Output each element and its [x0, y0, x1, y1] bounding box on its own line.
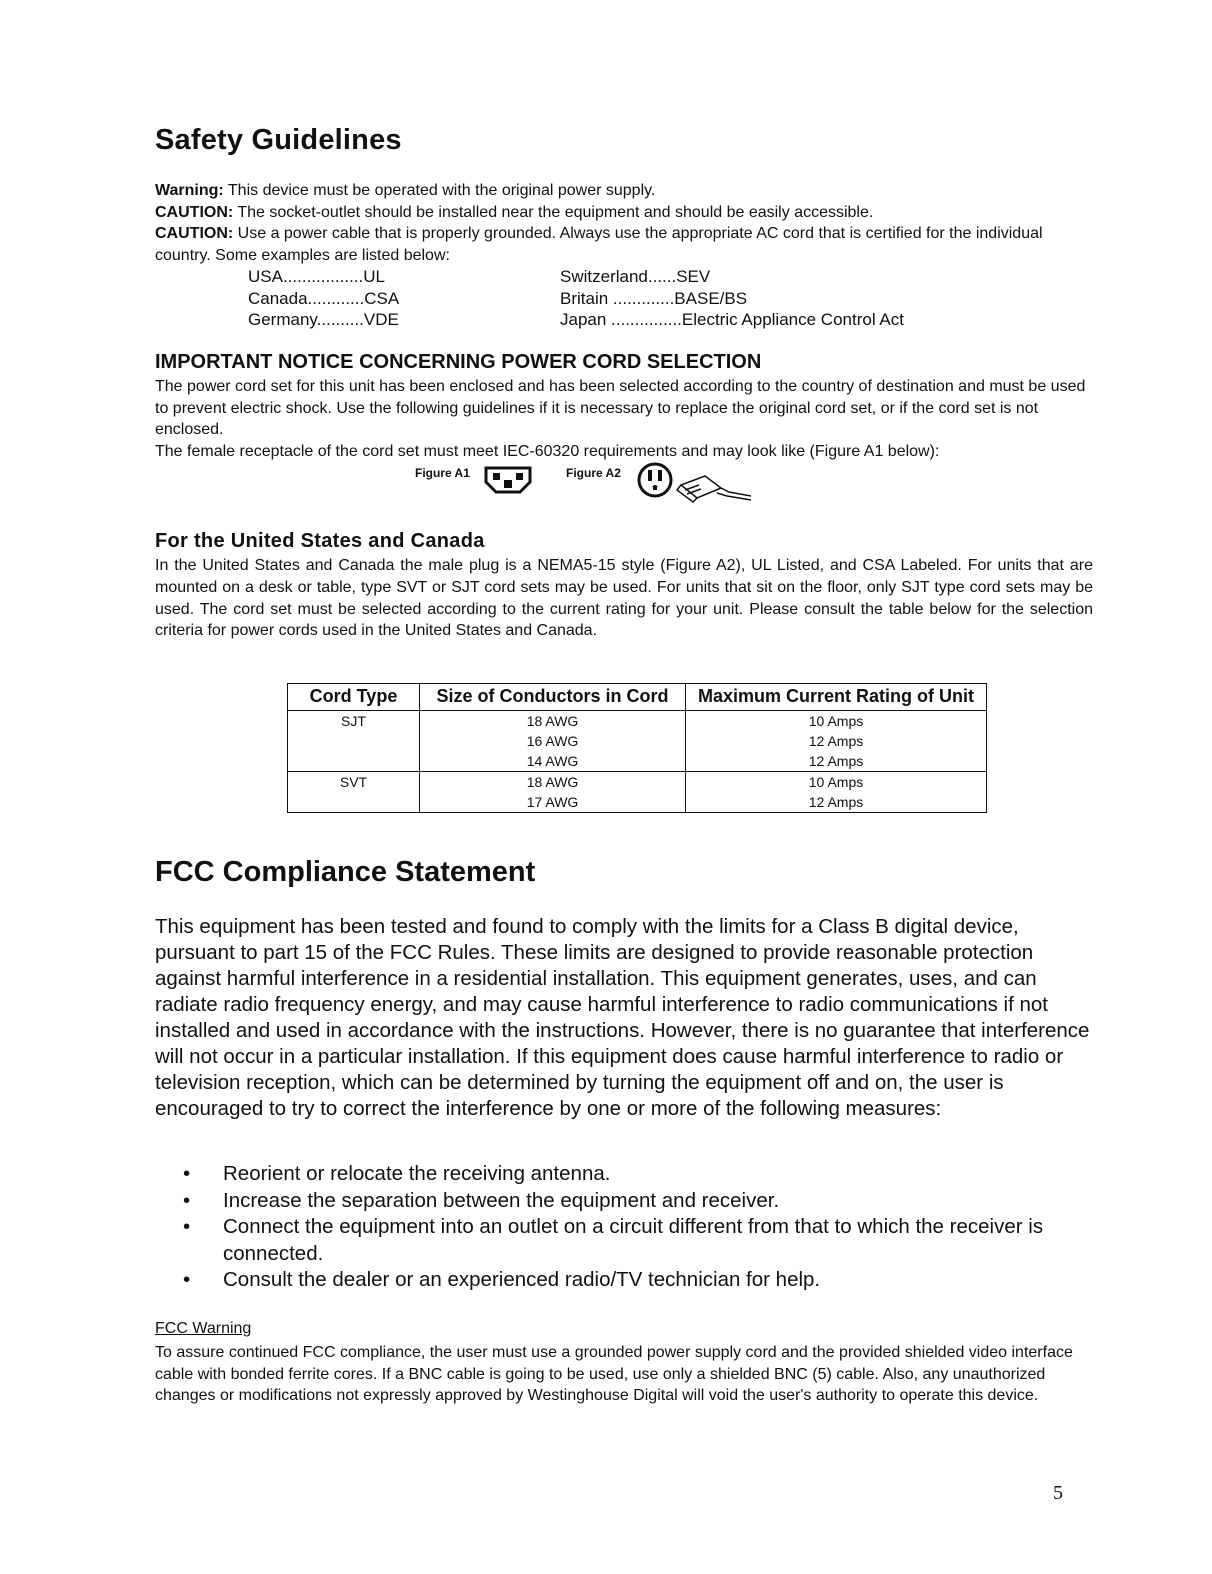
caution-text-2: Use a power cable that is properly grounded. Always use the appropriate AC cord that is certified for the individual country. Some examples are listed below:	[155, 225, 1043, 264]
fcc-measures-list	[155, 1161, 1055, 1294]
notice-body	[155, 376, 1100, 462]
measure-text: Increase the separation between the equipment and receiver.	[223, 1188, 780, 1212]
standards-list-left	[248, 266, 399, 331]
caution-text-1: The socket-outlet should be installed near the equipment and should be easily accessible.	[233, 203, 874, 221]
female-receptacle-icon	[483, 465, 533, 495]
table-header: Cord Type	[288, 684, 420, 711]
us-canada-body: In the United States and Canada the male plug is a NEMA5-15 style (Figure A2), UL Listed, and CSA Labeled. For units that are mounted on a desk or table, type SVT or SJT cord sets may be used. For units that sit on the floor, only SJT type cord sets may be used. The cord set must be selected according to the current rating for your unit. Please consult the table below for the selection criteria for power cords used in the United States and Canada.	[155, 557, 1093, 640]
conductor-size-cell	[420, 711, 686, 772]
current-rating: 12 Amps	[808, 753, 864, 769]
cord-type: SVT	[339, 774, 368, 790]
fcc-title: FCC Compliance Statement	[155, 856, 536, 888]
notice-title: IMPORTANT NOTICE CONCERNING POWER CORD SELECTION	[155, 351, 762, 373]
standard-item: Switzerland......SEV	[560, 267, 711, 286]
standard-item: Japan ...............Electric Appliance Control Act	[560, 310, 904, 329]
bullet-icon: •	[183, 1188, 191, 1212]
cord-type: SJT	[341, 713, 366, 729]
caution-line-2	[155, 223, 1095, 266]
conductor-size: 18 AWG	[526, 713, 579, 729]
table-header-row	[288, 684, 987, 711]
safety-title: Safety Guidelines	[155, 124, 402, 156]
conductor-size: 16 AWG	[526, 733, 579, 749]
warning-label: Warning:	[155, 182, 224, 199]
figure-a2-label: Figure A2	[566, 466, 621, 480]
notice-paragraph-2: The female receptacle of the cord set must meet IEC-60320 requirements and may look like (Figure A1 below):	[155, 442, 940, 460]
current-rating: 10 Amps	[808, 774, 864, 790]
standard-item: Canada............CSA	[248, 288, 400, 308]
bullet-icon: •	[183, 1162, 191, 1185]
caution-label-2: CAUTION:	[155, 225, 234, 242]
cord-type-cell	[288, 711, 420, 772]
cord-selection-table	[287, 683, 987, 813]
bullet-icon: •	[183, 1268, 191, 1291]
fcc-warning-title: FCC Warning	[155, 1320, 252, 1337]
warning-text: This device must be operated with the original power supply.	[223, 182, 656, 199]
safety-warnings	[155, 180, 1095, 266]
conductor-size-cell	[420, 772, 686, 813]
standard-item: Germany..........VDE	[248, 310, 399, 329]
conductor-size: 18 AWG	[526, 774, 579, 790]
standards-list-right	[560, 266, 904, 331]
table-row	[288, 772, 987, 813]
table-header: Size of Conductors in Cord	[420, 684, 686, 711]
us-canada-title: For the United States and Canada	[155, 530, 485, 552]
warning-line	[155, 180, 1095, 202]
cord-type-cell	[288, 772, 420, 813]
conductor-size: 17 AWG	[526, 794, 579, 810]
current-rating: 12 Amps	[808, 794, 864, 810]
current-rating-cell	[686, 711, 987, 772]
standard-item: Britain .............BASE/BS	[560, 288, 748, 308]
measure-text: Consult the dealer or an experienced radio/TV technician for help.	[223, 1268, 821, 1291]
list-item	[155, 1161, 1055, 1188]
list-item	[155, 1214, 1055, 1267]
caution-line-1	[155, 202, 1095, 224]
conductor-size: 14 AWG	[526, 753, 579, 769]
list-item	[155, 1267, 1055, 1294]
measure-text: Reorient or relocate the receiving antenna.	[223, 1162, 611, 1185]
current-rating: 12 Amps	[808, 733, 864, 749]
measure-text: Connect the equipment into an outlet on a circuit different from that to which the receiver is connected.	[223, 1215, 1044, 1265]
fcc-body: This equipment has been tested and found to comply with the limits for a Class B digital device, pursuant to part 15 of the FCC Rules. These limits are designed to provide reasonable protection against harmful interference in a residential installation. This equipment generates, uses, and can radiate radio frequency energy, and may cause harmful interference to radio communications if not installed and used in accordance with the instructions. However, there is no guarantee that interference will not occur in a particular installation. If this equipment does cause harmful interference to radio or television reception, which can be determined by turning the equipment off and on, the user is encouraged to try to correct the interference by one or more of the following measures:	[155, 915, 1090, 1120]
bullet-icon: •	[183, 1215, 191, 1238]
list-item	[155, 1188, 1055, 1215]
page-number: 5	[1053, 1482, 1063, 1504]
current-rating: 10 Amps	[808, 713, 864, 729]
caution-label-1: CAUTION:	[155, 203, 234, 221]
male-plug-icon	[637, 460, 755, 512]
table-header: Maximum Current Rating of Unit	[686, 684, 987, 711]
current-rating-cell	[686, 772, 987, 813]
figure-a1-label: Figure A1	[415, 466, 470, 480]
fcc-warning-body: To assure continued FCC compliance, the user must use a grounded power supply cord and the provided shielded video interface cable with bonded ferrite cores. If a BNC cable is going to be used, use only a shielded BNC (5) cable. Also, any unauthorized changes or modifications not expressly approved by Westinghouse Digital will void the user's authority to operate this device.	[155, 1344, 1073, 1404]
table-row	[288, 711, 987, 772]
notice-paragraph-1: The power cord set for this unit has been enclosed and has been selected according to the country of destination and must be used to prevent electric shock. Use the following guidelines if it is necessary to replace the original cord set, or if the cord set is not enclosed.	[155, 378, 1086, 438]
standard-item: USA.................UL	[248, 267, 385, 286]
